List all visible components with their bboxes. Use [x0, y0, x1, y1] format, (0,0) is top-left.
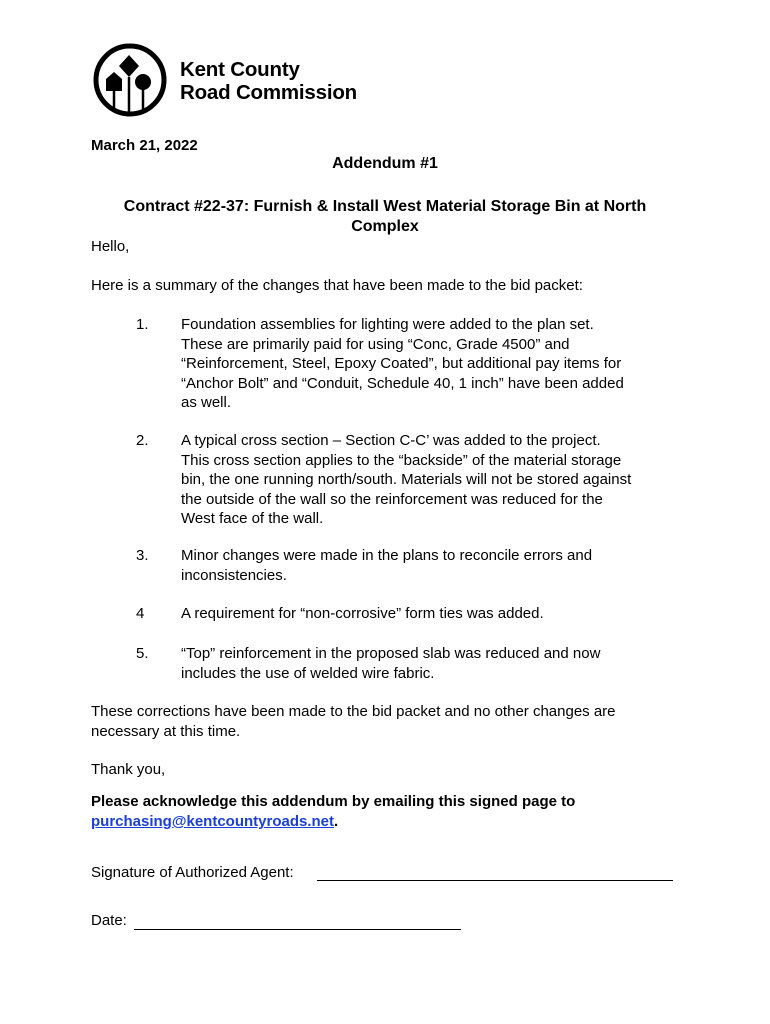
list-item-line: as well.: [181, 394, 232, 412]
greeting: Hello,: [91, 238, 130, 255]
list-item-line: Foundation assemblies for lighting were added to the plan set.: [181, 316, 594, 333]
addendum-title: Addendum #1: [332, 155, 438, 172]
list-item: [181, 546, 681, 585]
acknowledge-email-line: [91, 812, 338, 832]
signature-label: Signature of Authorized Agent:: [91, 864, 294, 881]
signature-line[interactable]: [317, 880, 673, 881]
list-item-number: 5.: [136, 645, 149, 662]
list-item-number: 1.: [136, 316, 149, 333]
list-item-line: inconsistencies.: [181, 566, 287, 584]
intro-text: Here is a summary of the changes that have been made to the bid packet:: [91, 277, 583, 294]
email-link[interactable]: purchasing@kentcountyroads.net: [91, 813, 334, 830]
contract-line-1: Contract #22-37: Furnish & Install West Material Storage Bin at North: [123, 198, 647, 215]
date-line[interactable]: [134, 929, 461, 930]
list-item-number: 2.: [136, 432, 149, 449]
acknowledge-instruction: Please acknowledge this addendum by emailing this signed page to: [91, 793, 576, 810]
org-name-line2: Road Commission: [180, 81, 357, 104]
list-item-line: These are primarily paid for using “Conc, Grade 4500” and: [181, 335, 570, 353]
email-period: .: [334, 813, 339, 830]
list-item-line: “Reinforcement, Steel, Epoxy Coated”, but additional pay items for: [181, 355, 622, 373]
letter-date: March 21, 2022: [91, 137, 198, 154]
list-item-line: This cross section applies to the “backside” of the material storage: [181, 451, 622, 469]
closing-line-2: necessary at this time.: [91, 723, 241, 740]
list-item: [181, 644, 681, 683]
list-item-line: “Anchor Bolt” and “Conduit, Schedule 40, 1 inch” have been added: [181, 374, 624, 392]
org-name: [180, 58, 357, 104]
list-item-line: A typical cross section – Section C-C’ was added to the project.: [181, 432, 601, 449]
list-item-line: bin, the one running north/south. Materials will not be stored against: [181, 471, 632, 489]
list-item-line: includes the use of welded wire fabric.: [181, 664, 435, 682]
list-item-number: 3.: [136, 547, 149, 564]
kcrc-logo: [92, 42, 372, 118]
list-item-line: West face of the wall.: [181, 510, 324, 528]
sign-off: Thank you,: [91, 761, 166, 778]
contract-line-2: Complex: [351, 218, 419, 235]
list-item: [181, 431, 681, 529]
closing-line-1: These corrections have been made to the bid packet and no other changes are: [91, 703, 616, 720]
list-item: [181, 315, 681, 413]
org-name-line1: Kent County: [180, 58, 300, 81]
list-item-line: the outside of the wall so the reinforcement was reduced for the: [181, 490, 603, 508]
list-item-line: Minor changes were made in the plans to reconcile errors and: [181, 547, 593, 564]
list-item-number: 4: [136, 605, 145, 622]
list-item: [181, 604, 681, 624]
list-item-line: A requirement for “non-corrosive” form ties was added.: [181, 605, 544, 622]
date-label: Date:: [91, 912, 127, 929]
kcrc-logo-icon: [92, 42, 172, 118]
list-item-line: “Top” reinforcement in the proposed slab was reduced and now: [181, 645, 601, 662]
